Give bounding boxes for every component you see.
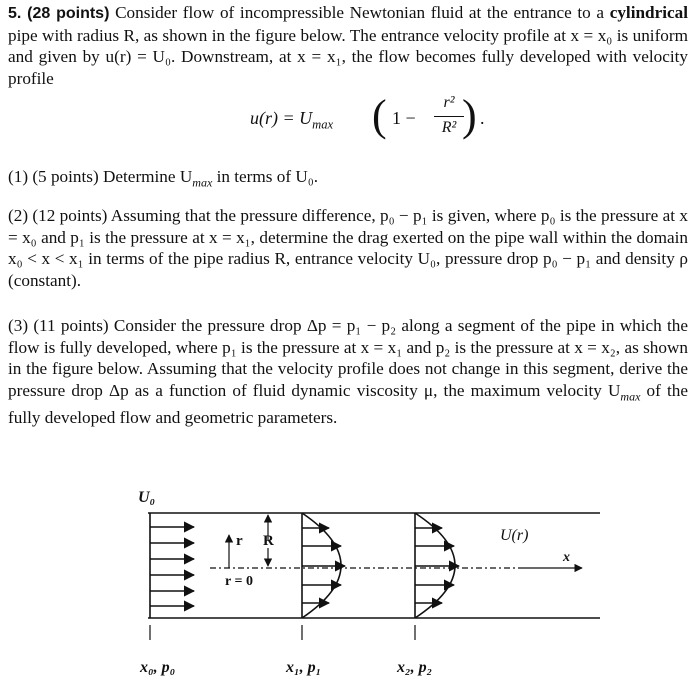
part-3-line-6: parameters. — [257, 408, 338, 428]
part-1-end: in terms of U₀. — [212, 167, 319, 186]
intro-text-3: profile at x = x₀ is uniform and given by u(r) = U₀. Downstream, at x = x₁, the flow — [8, 25, 688, 66]
right-paren: ) — [462, 91, 477, 140]
part-2-line-1: (2) (12 points) Assuming that the pressure difference, p₀ − p₁ is given, where p₀ is the — [8, 206, 597, 225]
label-x2p2: x₂, p₂ — [397, 659, 433, 676]
left-paren: ( — [372, 91, 387, 140]
part-2-line-2: pressure at x = x₀ and p₁ is the pressure at x = x₁, determine the drag exerted on the — [8, 206, 688, 247]
label-x1p1: x₁, p₁ — [286, 659, 322, 676]
intro-text-1: Consider flow of incompressible Newtonian fluid at the entrance to a — [115, 3, 605, 22]
label-r0: r = 0 — [225, 574, 253, 589]
part-3-sub: max — [620, 388, 641, 403]
label-x0p0: x₀, p₀ — [140, 659, 176, 676]
intro-bold-word: cylindrical — [609, 3, 688, 22]
label-x: x — [563, 550, 570, 565]
equation-numerator: r² — [443, 94, 455, 111]
part-2-line-4: U₀, pressure drop p₀ − p₁ and density ρ (constant). — [8, 249, 688, 290]
equation-lhs: u(r) = U — [250, 108, 313, 128]
part-3-line-5: viscosity μ, the maximum velocity U — [356, 380, 621, 400]
part-3-line-2: which the flow is fully developed, where p₁ is the pressure at x = x₁ and p₂ is the — [8, 316, 688, 357]
label-U0: U₀ — [138, 489, 156, 506]
intro-text-2: pipe with radius R, as shown in the figure below. The entrance velocity — [8, 25, 499, 45]
equation-sub: max — [312, 117, 334, 132]
label-R: R — [263, 533, 274, 549]
part-1-sub: max — [192, 175, 213, 190]
equation-denominator: R² — [441, 119, 457, 136]
part-1-text: (1) (5 points) Determine U — [8, 167, 193, 186]
part-3-line-3: pressure at x = x₂, as shown in the figure below. Assuming that the velocity profile does — [8, 337, 688, 378]
intro-text-4: becomes fully developed with velocity profile — [8, 47, 689, 88]
label-Ur: U(r) — [500, 527, 529, 544]
equation-one: 1 − — [392, 108, 416, 128]
part-2-line-3: pipe wall within the domain x₀ < x < x₁ in terms of the pipe radius R, entrance velocity — [8, 227, 688, 268]
label-r: r — [236, 533, 243, 549]
problem-header: 5. (28 points) — [8, 5, 110, 22]
part-3-line-4: not change in this segment, derive the pressure drop Δp as a function of fluid dynamic — [8, 359, 689, 400]
part-3-line-5-end: of the fully developed flow and geometric — [8, 380, 688, 428]
part-3-line-1: (3) (11 points) Consider the pressure drop Δp = p₁ − p₂ along a segment of the pipe in — [8, 316, 615, 335]
equation-end: . — [480, 108, 485, 128]
